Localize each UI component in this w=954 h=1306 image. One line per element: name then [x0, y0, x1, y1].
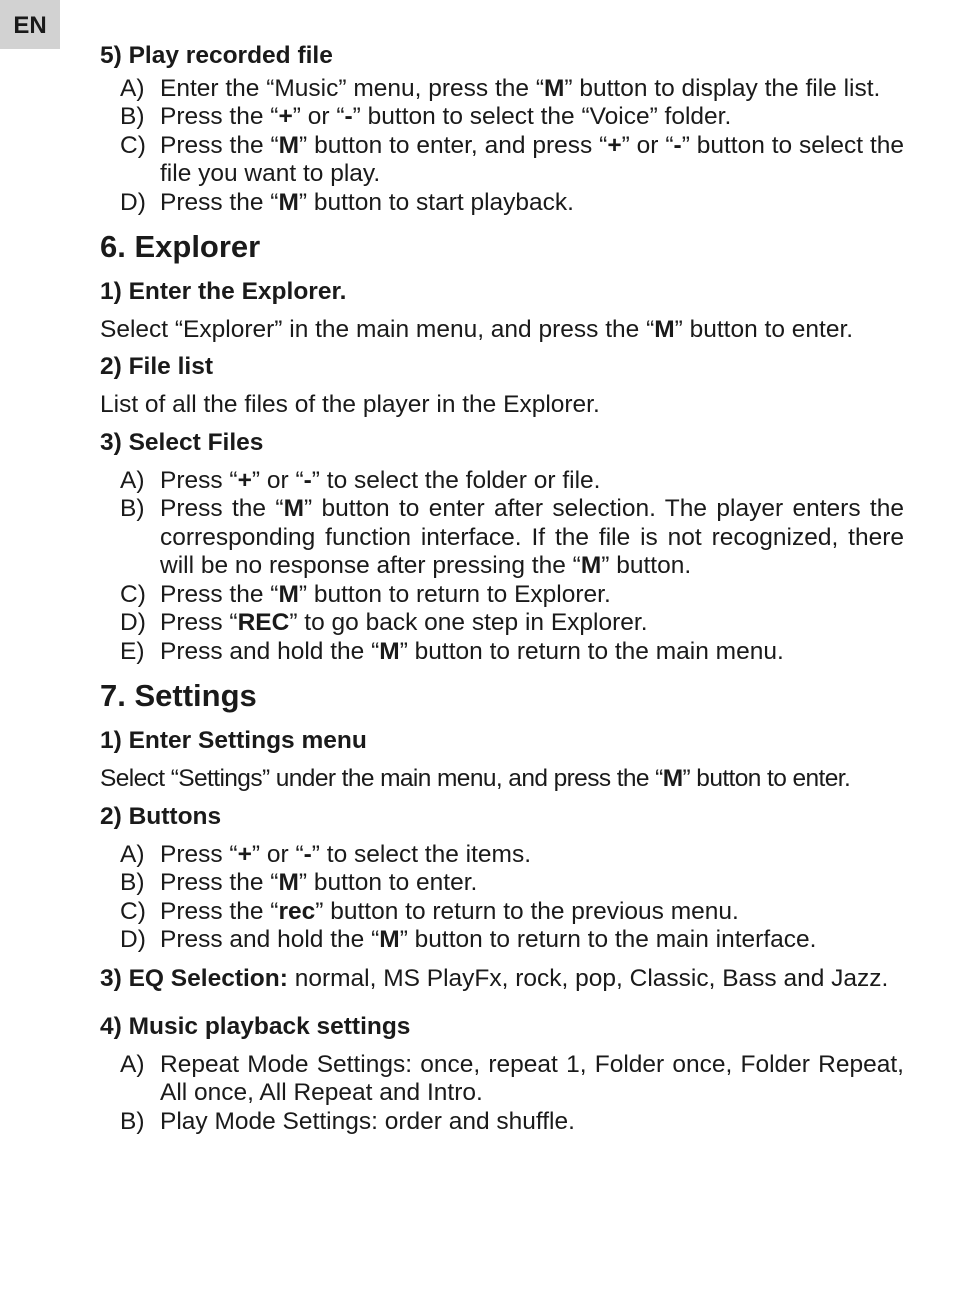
key-name: M — [283, 495, 304, 522]
buttons-heading: 2) Buttons — [100, 803, 222, 830]
text-run: ” or “ — [251, 466, 304, 494]
key-name: - — [344, 103, 353, 130]
enter-settings-text — [100, 765, 904, 794]
enter-explorer-text — [100, 316, 904, 345]
list-item-text — [160, 1108, 904, 1137]
key-name: - — [303, 466, 312, 494]
list-item — [100, 638, 904, 667]
play-recorded-heading: 5) Play recorded file — [100, 42, 333, 69]
key-name: - — [303, 840, 312, 868]
list-item-label: A) — [120, 74, 145, 102]
list-item — [100, 898, 904, 927]
text-run: ” to go back one step in Explorer. — [289, 609, 648, 636]
text-run: ” button to enter. — [674, 315, 854, 343]
text-run: ” button to return to the main interface. — [399, 926, 817, 953]
text-run: Repeat Mode Settings: once, repeat 1, Folder once, Folder Repeat, All once, All Repeat and Intro. — [160, 1050, 904, 1106]
text-run: ” button to select the file you want to play. — [160, 131, 904, 187]
list-item — [100, 189, 904, 218]
list-item-label: A) — [120, 1050, 145, 1078]
text-run: Enter the “Music” menu, press the “ — [160, 74, 544, 102]
list-item-text — [160, 609, 904, 638]
list-item — [100, 581, 904, 610]
text-run: ” button to return to Explorer. — [298, 580, 611, 608]
list-item-label: E) — [120, 637, 145, 665]
explorer-title: 6. Explorer — [100, 229, 261, 264]
buttons-list — [100, 841, 904, 955]
list-item-label: C) — [120, 131, 146, 159]
text-run: Press “ — [160, 466, 238, 494]
list-item-text — [160, 189, 904, 218]
list-item-label: C) — [120, 580, 146, 608]
text-run: ” or “ — [621, 131, 674, 159]
list-item-label: C) — [120, 897, 146, 925]
key-name: M — [543, 74, 565, 102]
text-run: Press the “ — [160, 495, 284, 522]
list-item — [100, 495, 904, 581]
text-run: ” button to enter. — [298, 869, 478, 896]
key-name: + — [237, 840, 252, 868]
file-list-text: List of all the files of the player in the Explorer. — [100, 390, 600, 418]
text-run: ” button to start playback. — [298, 188, 574, 216]
select-files-list — [100, 467, 904, 667]
text-run: Select “Settings” under the main menu, and press the “ — [100, 764, 663, 792]
key-name: + — [278, 103, 293, 130]
key-name: - — [673, 131, 682, 159]
text-run: ” to select the items. — [311, 840, 532, 868]
text-run: Press “ — [160, 840, 238, 868]
text-run: Press the “ — [160, 869, 279, 896]
enter-settings-heading: 1) Enter Settings menu — [100, 727, 367, 754]
text-run: ” button to display the file list. — [564, 74, 881, 102]
list-item — [100, 609, 904, 638]
list-item-label: A) — [120, 840, 145, 868]
eq-selection-text: normal, MS PlayFx, rock, pop, Classic, Bass and Jazz. — [287, 964, 889, 992]
text-run: ” button to return to the previous menu. — [315, 897, 739, 925]
enter-explorer-heading: 1) Enter the Explorer. — [100, 278, 347, 305]
key-name: M — [278, 188, 299, 216]
settings-title: 7. Settings — [100, 678, 257, 713]
list-item — [100, 103, 904, 132]
text-run: ” button to enter, and press “ — [299, 131, 608, 159]
list-item-text — [160, 1051, 904, 1108]
music-playback-heading: 4) Music playback settings — [100, 1013, 411, 1040]
text-run: Press the “ — [160, 103, 279, 130]
text-run: Press the “ — [160, 580, 279, 608]
language-tab: EN — [0, 0, 60, 49]
text-run: ” to select the folder or file. — [311, 466, 601, 494]
list-item-label: B) — [120, 1107, 145, 1135]
text-run: Press “ — [160, 609, 238, 636]
text-run: Press and hold the “ — [160, 637, 380, 665]
music-playback-list — [100, 1051, 904, 1137]
key-name: M — [379, 637, 400, 665]
select-files-heading: 3) Select Files — [100, 429, 264, 456]
file-list-heading: 2) File list — [100, 353, 214, 380]
text-run: Select “Explorer” in the main menu, and press the “ — [100, 315, 655, 343]
list-item-label: D) — [120, 926, 146, 953]
key-name: M — [662, 764, 683, 792]
key-name: REC — [237, 609, 290, 636]
text-run: Play Mode Settings: order and shuffle. — [160, 1107, 575, 1135]
text-run: ” button to enter. — [682, 764, 851, 792]
text-run: Press and hold the “ — [160, 926, 380, 953]
eq-selection-heading: 3) EQ Selection: — [100, 964, 288, 992]
key-name: M — [278, 131, 300, 159]
list-item — [100, 467, 904, 496]
text-run: ” button to return to the main menu. — [399, 637, 784, 665]
list-item-text — [160, 467, 904, 496]
list-item — [100, 1108, 904, 1137]
list-item-label: B) — [120, 103, 145, 130]
text-run: ” button. — [601, 552, 692, 579]
text-run: Press the “ — [160, 897, 279, 925]
list-item-text — [160, 495, 904, 581]
list-item — [100, 132, 904, 189]
list-item — [100, 869, 904, 898]
key-name: + — [607, 131, 622, 159]
list-item — [100, 1051, 904, 1108]
list-item-label: B) — [120, 495, 145, 522]
list-item-text — [160, 75, 904, 104]
list-item-text — [160, 841, 904, 870]
list-item — [100, 75, 904, 104]
list-item-label: D) — [120, 188, 146, 216]
key-name: M — [580, 552, 602, 579]
list-item-text — [160, 898, 904, 927]
key-name: + — [237, 466, 252, 494]
key-name: M — [278, 869, 299, 896]
list-item-label: B) — [120, 869, 145, 896]
list-item-text — [160, 869, 904, 898]
text-run: ” button to enter after selection. The player enters the corresponding function interface. If the file is not recognized, there will be no response after pressing the “ — [160, 495, 904, 579]
text-run: Press the “ — [160, 188, 279, 216]
key-name: M — [379, 926, 400, 953]
eq-selection — [100, 965, 904, 994]
key-name: M — [654, 315, 675, 343]
text-run: ” or “ — [292, 103, 345, 130]
list-item-text — [160, 103, 904, 132]
list-item-text — [160, 638, 904, 667]
list-item-label: A) — [120, 466, 145, 494]
list-item-text — [160, 926, 904, 955]
key-name: rec — [278, 897, 316, 925]
text-run: Press the “ — [160, 131, 279, 159]
manual-page — [100, 42, 904, 1136]
list-item-text — [160, 132, 904, 189]
list-item-text — [160, 581, 904, 610]
list-item-label: D) — [120, 609, 146, 636]
list-item — [100, 926, 904, 955]
text-run: ” or “ — [251, 840, 304, 868]
play-steps-list — [100, 75, 904, 218]
list-item — [100, 841, 904, 870]
text-run: ” button to select the “Voice” folder. — [352, 103, 732, 130]
key-name: M — [278, 580, 299, 608]
